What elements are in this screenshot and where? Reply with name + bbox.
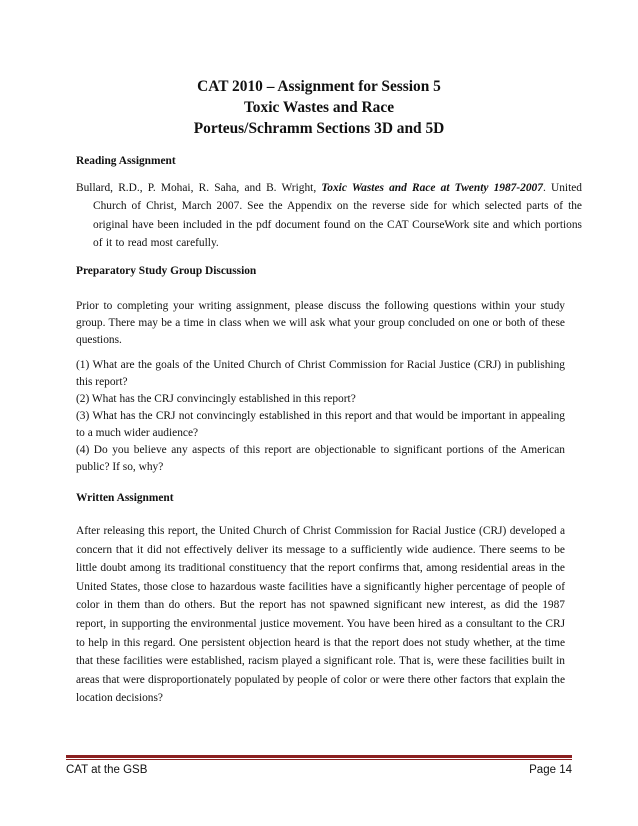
written-assignment-heading: Written Assignment [76, 492, 174, 504]
question-4: (4) Do you believe any aspects of this report are objectionable to significant portions of the American public? If so, why? [76, 444, 565, 474]
citation-details: . United Church of Christ, March 2007. See the Appendix on the reverse side for which selected parts of the original have been included in the pdf document found on the CAT CourseWork site and which portions of it to read most carefully. [93, 182, 582, 250]
question-2: (2) What has the CRJ convincingly established in this report? [76, 393, 356, 405]
page-sections: Porteus/Schramm Sections 3D and 5D [193, 120, 445, 137]
preparatory-discussion-heading: Preparatory Study Group Discussion [76, 265, 257, 277]
preparatory-intro: Prior to completing your writing assignment, please discuss the following questions within your study group. There may be a time in class when we will ask what your group concluded on one or both of these questions. [76, 300, 565, 347]
reading-assignment-heading: Reading Assignment [76, 155, 176, 167]
citation-authors: Bullard, R.D., P. Mohai, R. Saha, and B. Wright, [76, 182, 322, 194]
page-title: CAT 2010 – Assignment for Session 5 [197, 78, 441, 95]
footer-course-label: CAT at the GSB [66, 764, 148, 776]
reading-citation [76, 179, 582, 253]
document-title-block [0, 76, 638, 139]
page-subtitle: Toxic Wastes and Race [243, 99, 395, 116]
written-assignment-body: After releasing this report, the United Church of Christ Commission for Racial Justice (CRJ) developed a concern that it did not effectively deliver its message to a sufficiently wide audience. There seems to be little doubt among its traditional constituency that the report confirms that, among residential areas in the United States, those close to hazardous waste facilities have a significantly higher percentage of people of color in them than do others. But the report has not spawned significant new interest, as did the 1987 report, in supporting the environmental justice movement. You have been hired as a consultant to the CRJ to help in this regard. One persistent objection heard is that the report does not study whether, at the time that these facilities were established, racism played a significant role. That is, were these facilities built in areas that were disproportionately populated by people of color or were there other factors that explain the location decisions? [76, 525, 565, 705]
footer-rule-thin [66, 759, 572, 760]
question-1: (1) What are the goals of the United Church of Christ Commission for Racial Justice (CRJ) in publishing this report? [76, 359, 565, 389]
footer-rule [66, 755, 572, 758]
footer-page-number: Page 14 [529, 764, 572, 776]
question-3: (3) What has the CRJ not convincingly established in this report and that would be important in appealing to a much wider audience? [76, 410, 565, 440]
citation-title: Toxic Wastes and Race at Twenty 1987-2007 [321, 182, 543, 194]
